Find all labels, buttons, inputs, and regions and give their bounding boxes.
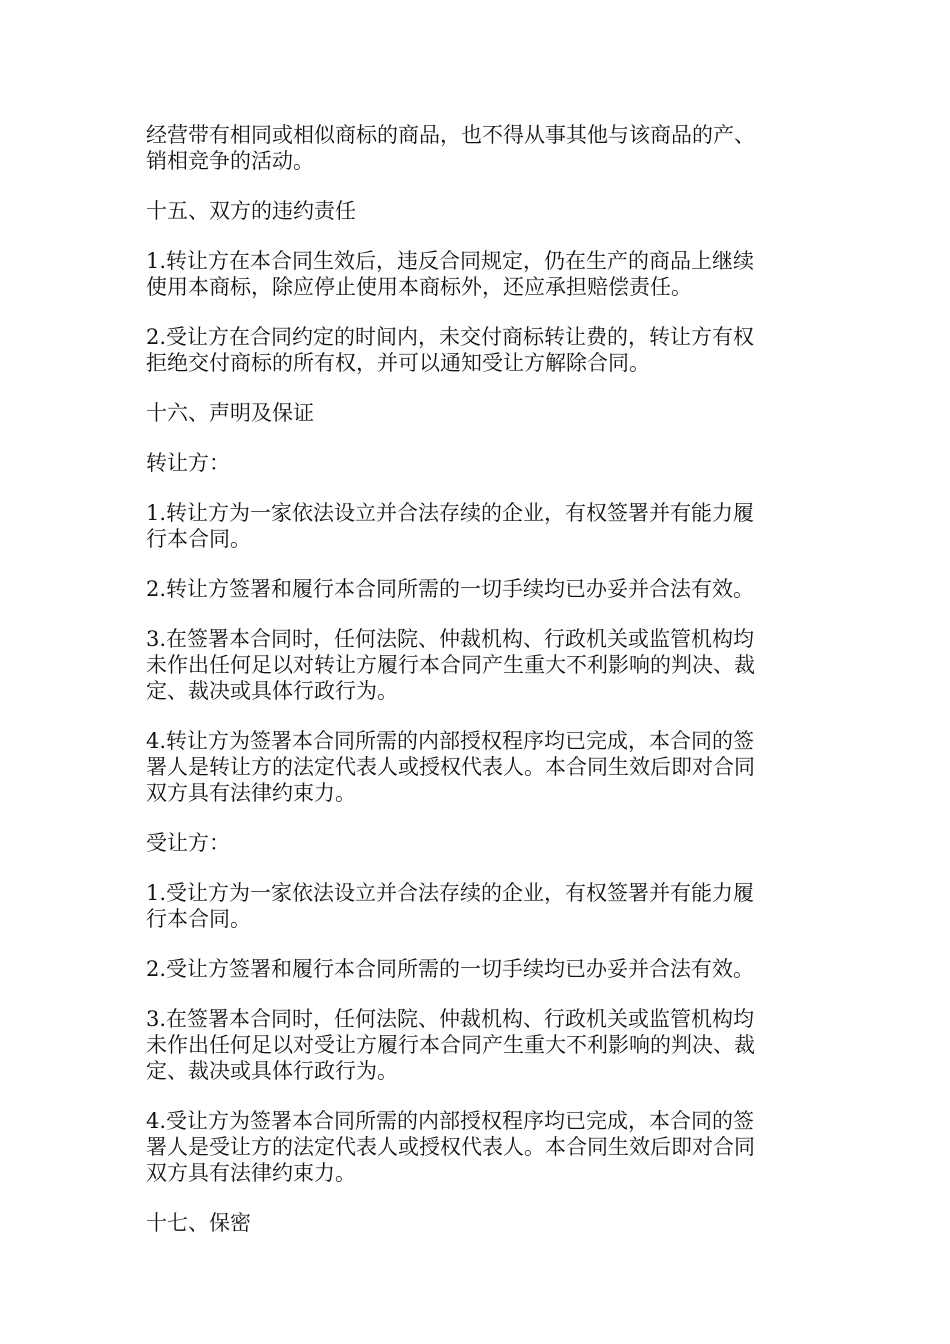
text-line: 十六、声明及保证	[146, 401, 314, 425]
paragraph-continuation-competition	[146, 122, 814, 174]
text-line: 使用本商标，除应停止使用本商标外，还应承担赔偿责任。	[146, 275, 692, 299]
section-heading-16	[146, 400, 814, 426]
text-line: 署人是转让方的法定代表人或授权代表人。本合同生效后即对合同	[146, 755, 755, 779]
transferor-warranty-3	[146, 626, 814, 704]
text-line: 拒绝交付商标的所有权，并可以通知受让方解除合同。	[146, 351, 650, 375]
text-line: 2.转让方签署和履行本合同所需的一切手续均已办妥并合法有效。	[146, 577, 755, 601]
transferor-warranty-2	[146, 576, 814, 602]
transferee-warranty-3	[146, 1006, 814, 1084]
text-line: 销相竞争的活动。	[146, 149, 314, 173]
text-line: 双方具有法律约束力。	[146, 1161, 356, 1185]
document-body	[146, 122, 814, 1260]
text-line: 4.受让方为签署本合同所需的内部授权程序均已完成，本合同的签	[146, 1109, 755, 1133]
text-line: 定、裁决或具体行政行为。	[146, 679, 398, 703]
text-line: 1.转让方为一家依法设立并合法存续的企业，有权签署并有能力履	[146, 501, 755, 525]
subheading-transferee	[146, 830, 814, 856]
text-line: 2.受让方在合同约定的时间内，未交付商标转让费的，转让方有权	[146, 325, 755, 349]
text-line: 未作出任何足以对转让方履行本合同产生重大不利影响的判决、裁	[146, 653, 755, 677]
text-line: 3.在签署本合同时，任何法院、仲裁机构、行政机关或监管机构均	[146, 627, 755, 651]
text-line: 未作出任何足以对受让方履行本合同产生重大不利影响的判决、裁	[146, 1033, 755, 1057]
text-line: 1.转让方在本合同生效后，违反合同规定，仍在生产的商品上继续	[146, 249, 755, 273]
text-line: 十七、保密	[146, 1211, 251, 1235]
text-line: 转让方：	[146, 451, 230, 475]
text-line: 3.在签署本合同时，任何法院、仲裁机构、行政机关或监管机构均	[146, 1007, 755, 1031]
text-line: 双方具有法律约束力。	[146, 781, 356, 805]
transferee-warranty-1	[146, 880, 814, 932]
text-line: 2.受让方签署和履行本合同所需的一切手续均已办妥并合法有效。	[146, 957, 755, 981]
text-line: 经营带有相同或相似商标的商品，也不得从事其他与该商品的产、	[146, 123, 755, 147]
transferor-warranty-4	[146, 728, 814, 806]
clause-15-1	[146, 248, 814, 300]
text-line: 行本合同。	[146, 907, 251, 931]
transferee-warranty-2	[146, 956, 814, 982]
transferee-warranty-4	[146, 1108, 814, 1186]
subheading-transferor	[146, 450, 814, 476]
transferor-warranty-1	[146, 500, 814, 552]
text-line: 行本合同。	[146, 527, 251, 551]
section-heading-15	[146, 198, 814, 224]
text-line: 十五、双方的违约责任	[146, 199, 356, 223]
text-line: 1.受让方为一家依法设立并合法存续的企业，有权签署并有能力履	[146, 881, 755, 905]
text-line: 4.转让方为签署本合同所需的内部授权程序均已完成，本合同的签	[146, 729, 755, 753]
text-line: 受让方：	[146, 831, 230, 855]
section-heading-17	[146, 1210, 814, 1236]
text-line: 署人是受让方的法定代表人或授权代表人。本合同生效后即对合同	[146, 1135, 755, 1159]
text-line: 定、裁决或具体行政行为。	[146, 1059, 398, 1083]
clause-15-2	[146, 324, 814, 376]
